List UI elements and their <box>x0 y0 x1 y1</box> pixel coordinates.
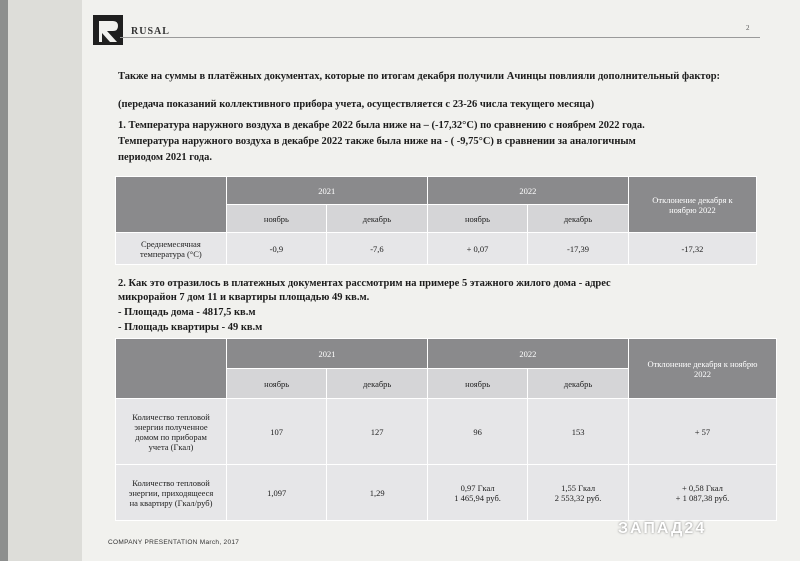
row-label: Среднемесячная температура (°С) <box>116 233 227 265</box>
row-label: Количество тепловой энергии полученное домом по приборам учета (Гкал) <box>116 399 227 465</box>
header-divider <box>120 37 760 38</box>
table-cell: -7,6 <box>327 233 428 265</box>
section1-line3: периодом 2021 года. <box>118 152 212 163</box>
watermark: ЗАПАД24 <box>618 520 707 537</box>
heat-energy-table <box>115 338 777 521</box>
table-cell: -17,39 <box>528 233 629 265</box>
table-cell: 153 <box>528 399 629 465</box>
table-cell: -0,9 <box>226 233 326 265</box>
page-margin-band <box>8 0 82 561</box>
month-header: декабрь <box>327 205 428 233</box>
deviation-cell: -17,32 <box>628 233 756 265</box>
cell-gcal: + 0,58 Гкал <box>681 482 723 493</box>
table-cell: + 0,07 <box>427 233 527 265</box>
section2-line4: - Площадь квартиры - 49 кв.м <box>118 322 263 333</box>
table-corner <box>116 339 227 399</box>
section2-line2: микрорайон 7 дом 11 и квартиры площадью 49 кв.м. <box>118 292 370 303</box>
cell-rub: 1 465,94 руб. <box>454 492 501 503</box>
table-cell: 107 <box>227 399 327 465</box>
cell-rub: + 1 087,38 руб. <box>675 492 730 503</box>
row-label: Количество тепловой энергии, приходящееся на квартиру (Гкал/руб) <box>116 465 227 521</box>
rusal-logo-icon <box>93 15 123 45</box>
cell-gcal: 1,55 Гкал <box>561 482 596 493</box>
intro-note: (передача показаний коллективного прибора учета, осуществляется с 23-26 числа текущего месяца) <box>118 99 595 110</box>
section2-line1: 2. Как это отразилось в платежных документах рассмотрим на примере 5 этажного жилого дома - адрес <box>118 278 611 289</box>
table-cell: 127 <box>327 399 428 465</box>
table-cell: 1,097 <box>227 465 327 521</box>
temperature-table <box>115 176 757 265</box>
table-cell <box>427 465 527 521</box>
month-header: декабрь <box>327 369 428 399</box>
section1-line1: 1. Температура наружного воздуха в декабре 2022 была ниже на – (-17,32°С) по сравнению с ноябрем 2022 года. <box>118 120 645 131</box>
page-number: 2 <box>746 24 750 32</box>
year-2021-header: 2021 <box>227 339 428 369</box>
month-header: декабрь <box>528 205 629 233</box>
brand-name: RUSAL <box>131 26 170 37</box>
month-header: ноябрь <box>226 205 326 233</box>
deviation-header: Отклонение декабря к ноябрю 2022 <box>628 339 776 399</box>
deviation-cell <box>628 465 776 521</box>
footer-text: COMPANY PRESENTATION March, 2017 <box>108 539 240 546</box>
table-cell: 96 <box>427 399 527 465</box>
table-cell: 1,29 <box>327 465 428 521</box>
year-2022-header: 2022 <box>427 339 628 369</box>
cell-rub: 2 553,32 руб. <box>554 492 602 503</box>
month-header: декабрь <box>528 369 629 399</box>
section1-line2: Температура наружного воздуха в декабре 2022 также была ниже на - ( -9,75°С) в сравнении за аналогичным <box>118 136 636 147</box>
month-header: ноябрь <box>427 205 527 233</box>
deviation-cell: + 57 <box>628 399 776 465</box>
year-2022-header: 2022 <box>427 177 628 205</box>
year-2021-header: 2021 <box>226 177 427 205</box>
section2-line3: - Площадь дома - 4817,5 кв.м <box>118 307 256 318</box>
cell-gcal: 0,97 Гкал <box>460 482 495 493</box>
month-header: ноябрь <box>227 369 327 399</box>
deviation-header: Отклонение декабря к ноябрю 2022 <box>628 177 756 233</box>
table-corner <box>116 177 227 233</box>
intro-text: Также на суммы в платёжных документах, которые по итогам декабря получили Ачинцы повлияли дополнительный фактор: <box>118 71 721 82</box>
table-cell <box>528 465 629 521</box>
month-header: ноябрь <box>427 369 527 399</box>
